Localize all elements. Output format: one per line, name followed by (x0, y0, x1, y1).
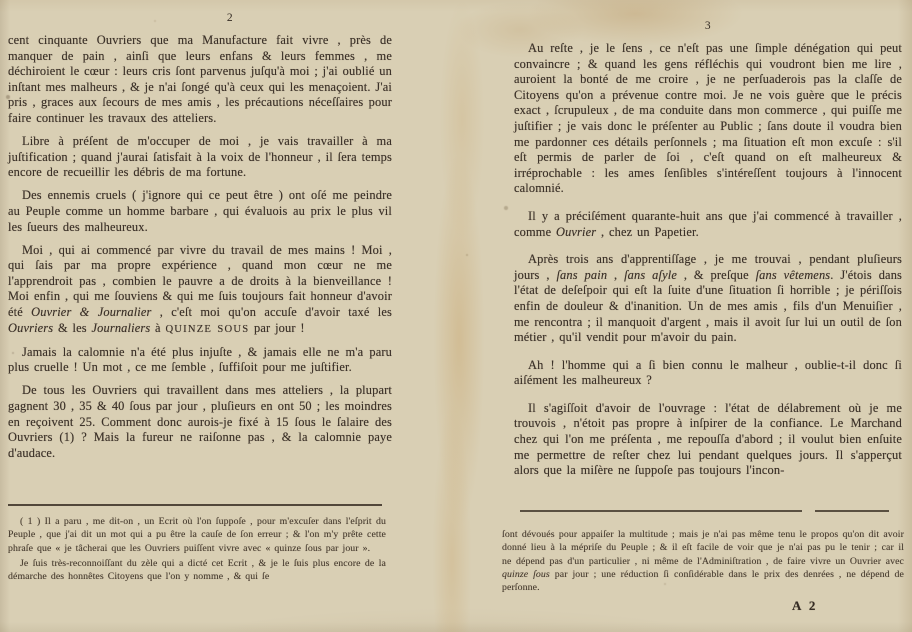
text-segment: , chez un Papetier. (596, 224, 699, 239)
paragraph (514, 209, 902, 240)
footnote-left (8, 515, 386, 585)
page-left (8, 12, 392, 632)
text-segment: par jour ; une réduction ſi conſidérable dans le prix des denrées , ne dépend de perſonne. (502, 568, 905, 594)
paragraph (514, 41, 902, 197)
paragraph (8, 243, 392, 338)
text-segment: Ah ! l'homme qui a ſi bien connu le malheur , oublie-t-il donc ſi aiſément les malheureux ? (514, 357, 902, 388)
text-segment: Journaliers (91, 320, 151, 335)
text-segment: & les (53, 320, 92, 335)
paragraph (8, 33, 392, 127)
text-segment: Libre à préſent de m'occuper de moi , je vais travailler à ma juſtification ; quand j'aurai ſatisfait à la voix de l'honneur , il ſera temps encore de recueillir les débris de ma fortune. (8, 134, 392, 180)
footnote-right (502, 528, 904, 596)
paragraph (8, 515, 386, 555)
text-segment: Des ennemis cruels ( j'ignore qui ce peut être ) ont oſé me peindre au Peuple comme un homme barbare , qui évaluois au prix le plus vil les ſueurs des malheureux. (8, 188, 392, 234)
rule-segment (520, 510, 802, 512)
paragraph (514, 252, 902, 346)
text-segment: à (150, 320, 166, 335)
text-segment: Ouvriers (8, 320, 54, 335)
rule-segment (815, 510, 889, 512)
text-segment: De tous les Ouvriers qui travaillent dans mes atteliers , la plupart gagnent 30 , 35 & 40 ſous par jour , pluſieurs en ont 50 ; les moindres en reçoivent 25. Comment donc aurois-je fixé à 15 ſous le ſalaire des Ouvriers (1) ? Mais la fureur ne raiſonne pas , & la calomnie paye d'audace. (8, 383, 392, 460)
page-left-body (8, 33, 392, 461)
text-segment: quinze ſous (502, 568, 550, 580)
paragraph (502, 528, 904, 594)
text-segment: ſans pain (556, 267, 608, 282)
text-segment: Ouvrier (555, 224, 597, 239)
text-segment: , & preſque (677, 267, 756, 282)
paragraph (514, 358, 902, 389)
text-segment: ( 1 ) Il a paru , me dit-on , un Ecrit où l'on ſuppoſe , pour m'excuſer dans l'eſprit du Peuple , que j'ai dit un mot qui a pu être la cauſe de ſon erreur ; & l'on m'y prête cette phraſe que « je tâcherai que les Ouvriers puiſſent vivre avec « quinze ſous par jour ». (8, 516, 386, 554)
text-segment: Au reſte , je le ſens , ce n'eſt pas une ſimple dénégation qui peut convaincre ; & quand les gens réfléchis qui voudront bien me lire , auroient la bonté de me croire , je ne perſuaderois pas la claſſe de Citoyens qu'on a prévenue contre moi. Je ne vois guère que le précis exact , ſcrupuleux , de ma conduite dans mon commerce , qui puiſſe me juſtifier ; je vais donc le préſenter au Public ; ſans doute il voudra bien me pardonner ces détails perſonnels ; ma ſituation eſt mon excuſe : s'il eſt permis de parler de ſoi , c'eſt quand on eſt malheureux & irréprochable : les ames ſenſibles s'intéreſſent toujours à l'innocent calomnié. (514, 41, 902, 196)
paragraph (8, 134, 392, 181)
text-segment: cent cinquante Ouvriers que ma Manufacture fait vivre , près de manquer de pain , ainſi que leurs enfans & leurs femmes , me déchiroient le cœur : leurs cris ſont parvenus juſqu'à moi ; j'ai oublié un inſtant mes malheurs , & je n'ai ſongé qu'à ceux qui les menaçoient. J'ai pris , graces aux ſecours de mes amis , les précautions néceſſaires pour faire continuer les travaux des atteliers. (8, 33, 392, 125)
text-segment: ſans vêtemens (755, 267, 831, 282)
text-segment: Je ſuis très-reconnoiſſant du zèle qui a dicté cet Ecrit , & je le ſuis plus encore de la démarche des honnêtes Citoyens que l'on y nomme , & qui ſe (8, 557, 386, 583)
text-segment: . J'étois dans l'état de deſeſpoir qui eſt la ſuite d'une ſituation ſi horrible ; je périſſois enfin de douleur & d'inanition. Un de mes amis , fils d'un Menuiſier , me rencontra ; il manquoit d'argent , mais il avoit ſur lui un outil de ſon métier , qu'il vendit pour m'avoir du pain. (514, 267, 903, 345)
page-number-left: 2 (226, 12, 234, 24)
paragraph (8, 383, 392, 461)
paragraph (8, 188, 392, 235)
page-right-body (514, 41, 902, 479)
text-segment: Moi , qui ai commencé par vivre du travail de mes mains ! Moi , qui ſais par ma propre expérience , quand mon cœur ne me l'apprendroit pas , combien le pauvre a de droits à la bienveillance ! Moi enfin , qui me ſouviens & qui me ſuis toujours fait honneur d'avoir été (8, 242, 392, 319)
paper-speckles (0, 0, 2, 2)
text-segment: , c'eſt moi qu'on accuſe d'avoir taxé les (151, 305, 393, 319)
text-segment: Il s'agiſſoit d'avoir de l'ouvrage : l'état de délabrement où je me trouvois , n'étoit pas propre à inſpirer de la confiance. Le Marchand chez qui l'on me préſenta , me repouſſa d'abord ; il voulut bien enſuite me permettre de reſter chez lui pendant quelques jours. Il s'apperçut alors que la miſère ne ſuppoſe pas toujours l'incon- (514, 400, 902, 478)
footnote-rule-right (520, 510, 892, 512)
footnote-rule-left (8, 504, 382, 506)
text-segment: Ouvrier & Journalier (31, 305, 152, 319)
text-segment: par jour ! (249, 320, 305, 335)
text-segment: Il y a préciſément quarante-huit ans que j'ai commencé à travailler , comme (514, 208, 902, 239)
signature-mark: A 2 (792, 598, 818, 613)
text-segment: ſont dévoués pour appaiſer la multitude ; mais je n'ai pas même tenu le propos qu'on dit avoir donné lieu à la mépriſe du Peuple ; & il eſt facile de voir que je n'ai pas pu le tenir ; car il ne dépend pas d'un particulier , ni même de l'Adminiſtration , de faire vivre un Ouvrier avec (502, 529, 904, 567)
paragraph (8, 557, 386, 584)
text-segment: Jamais la calomnie n'a été plus injuſte , & jamais elle ne m'a paru plus cruelle ! Un mot , ce me ſemble , ſuffiſoit pour me juſtifier. (8, 344, 392, 375)
page-number-right: 3 (704, 20, 712, 32)
text-segment: QUINZE SOUS (165, 323, 250, 335)
text-segment: , (607, 267, 625, 282)
text-segment: Après trois ans d'apprentiſſage , je me trouvai , pendant pluſieurs jours , (514, 252, 902, 282)
paragraph (8, 345, 392, 376)
page-right (502, 12, 905, 632)
text-segment: ſans aſyle (624, 267, 678, 282)
paragraph (514, 401, 902, 479)
